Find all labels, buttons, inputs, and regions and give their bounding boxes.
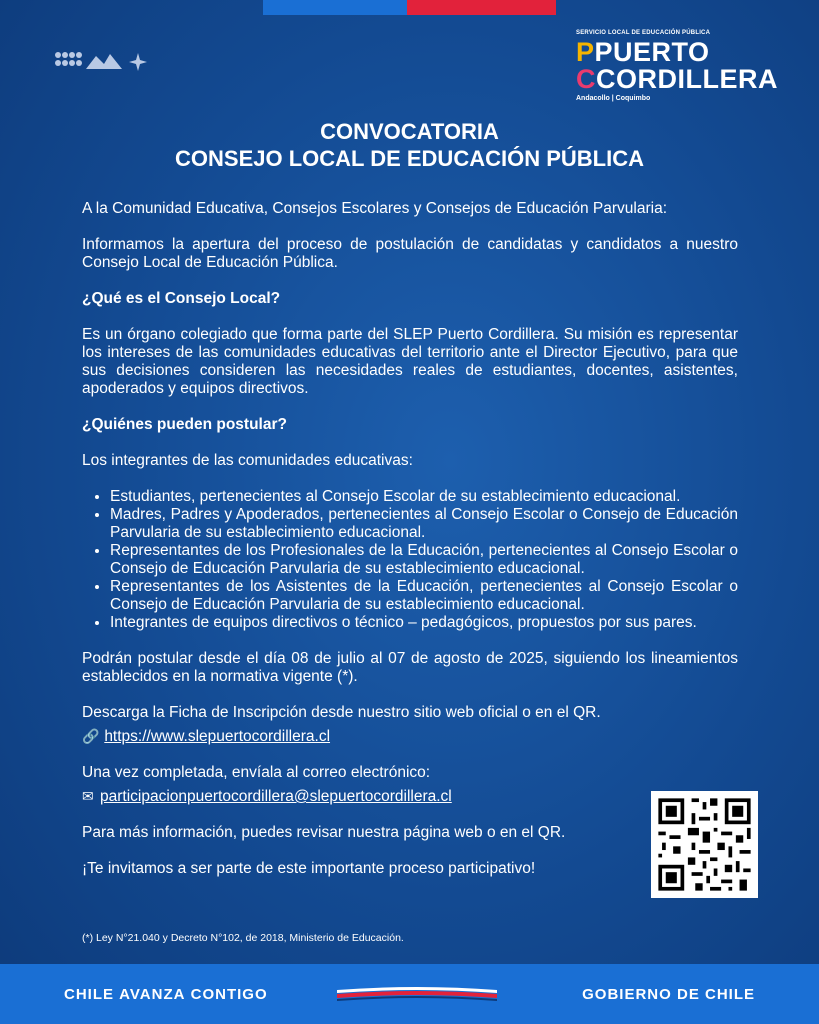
brand-org: SERVICIO LOCAL DE EDUCACIÓN PÚBLICA [576,30,711,36]
link-icon: 🔗 [82,728,100,744]
list-item: • Representantes de los Profesionales de la Educación, pertenecientes al Consejo Escolar o Consejo de Educación Parvularia de su establecimiento educacional. [110,542,738,578]
title-line2: CONSEJO LOCAL DE EDUCACIÓN PÚBLICA [175,146,644,171]
answer-what: Es un órgano colegiado que forma parte del SLEP Puerto Cordillera. Su misión es representar los intereses de las comunidades educativas del territorio ante el Director Ejecutivo, para que sus decisiones consideren las necesidades reales de estudiantes, docentes, asistentes, apoderados y equipos directivos. [82,326,738,397]
list-item: • Integrantes de equipos directivos o técnico – pedagógicos, propuestos por sus pares. [110,614,738,632]
eligible-list [82,488,738,632]
qr-code-icon[interactable] [651,791,758,898]
dates-paragraph: Podrán postular desde el día 08 de julio al 07 de agosto de 2025, siguiendo los lineamientos establecidos en la normativa vigente (*). [82,650,738,685]
top-bar-red [407,0,556,15]
question-what: ¿Qué es el Consejo Local? [82,290,281,307]
footer-bar [0,964,819,1024]
more-info-text: Para más información, puedes revisar nuestra página web o en el QR. [82,824,566,841]
email-line [82,787,738,806]
email-link[interactable]: participacionpuertocordillera@slepuertocordillera.cl [100,788,452,805]
greeting: A la Comunidad Educativa, Consejos Escolares y Consejos de Educación Parvularia: [82,200,668,217]
footer-government: GOBIERNO DE CHILE [582,986,755,1003]
question-who: ¿Quiénes pueden postular? [82,416,287,433]
list-item: • Estudiantes, pertenecientes al Consejo Escolar de su establecimiento educacional. [110,488,738,506]
footer-slogan: CHILE AVANZA CONTIGO [64,986,268,1003]
list-item: • Madres, Padres y Apoderados, pertenecientes al Consejo Escolar o Consejo de Educación Parvularia de su establecimiento educacional. [110,506,738,542]
intro-paragraph: Informamos la apertura del proceso de postulación de candidatas y candidatos a nuestro Consejo Local de Educación Pública. [82,236,738,271]
website-line [82,727,738,746]
main-content [82,200,738,896]
flag-stripe-icon [337,984,497,1004]
answer-who-intro: Los integrantes de las comunidades educativas: [82,452,413,469]
download-text: Descarga la Ficha de Inscripción desde nuestro sitio web oficial o en el QR. [82,704,601,721]
brand-subtitle: Andacollo | Coquimbo [576,95,651,102]
send-text: Una vez completada, envíala al correo electrónico: [82,764,431,781]
invite-text: ¡Te invitamos a ser parte de este importante proceso participativo! [82,860,536,877]
top-bar-blue [263,0,407,15]
title-line1: CONVOCATORIA [320,119,499,144]
decorative-logo-icon [54,50,150,72]
brand-name-line2: CCORDILLERA [576,64,778,94]
brand-logo [576,30,776,102]
website-link[interactable]: https://www.slepuertocordillera.cl [104,728,331,745]
footnote: (*) Ley N°21.040 y Decreto N°102, de 2018, Ministerio de Educación. [82,932,404,944]
page-title [0,118,819,172]
brand-name-line1: PPUERTO [576,37,710,67]
mail-icon: ✉ [82,788,94,804]
list-item: • Representantes de los Asistentes de la Educación, pertenecientes al Consejo Escolar o Consejo de Educación Parvularia de su establecimiento educacional. [110,578,738,614]
top-flag-bar [263,0,556,15]
